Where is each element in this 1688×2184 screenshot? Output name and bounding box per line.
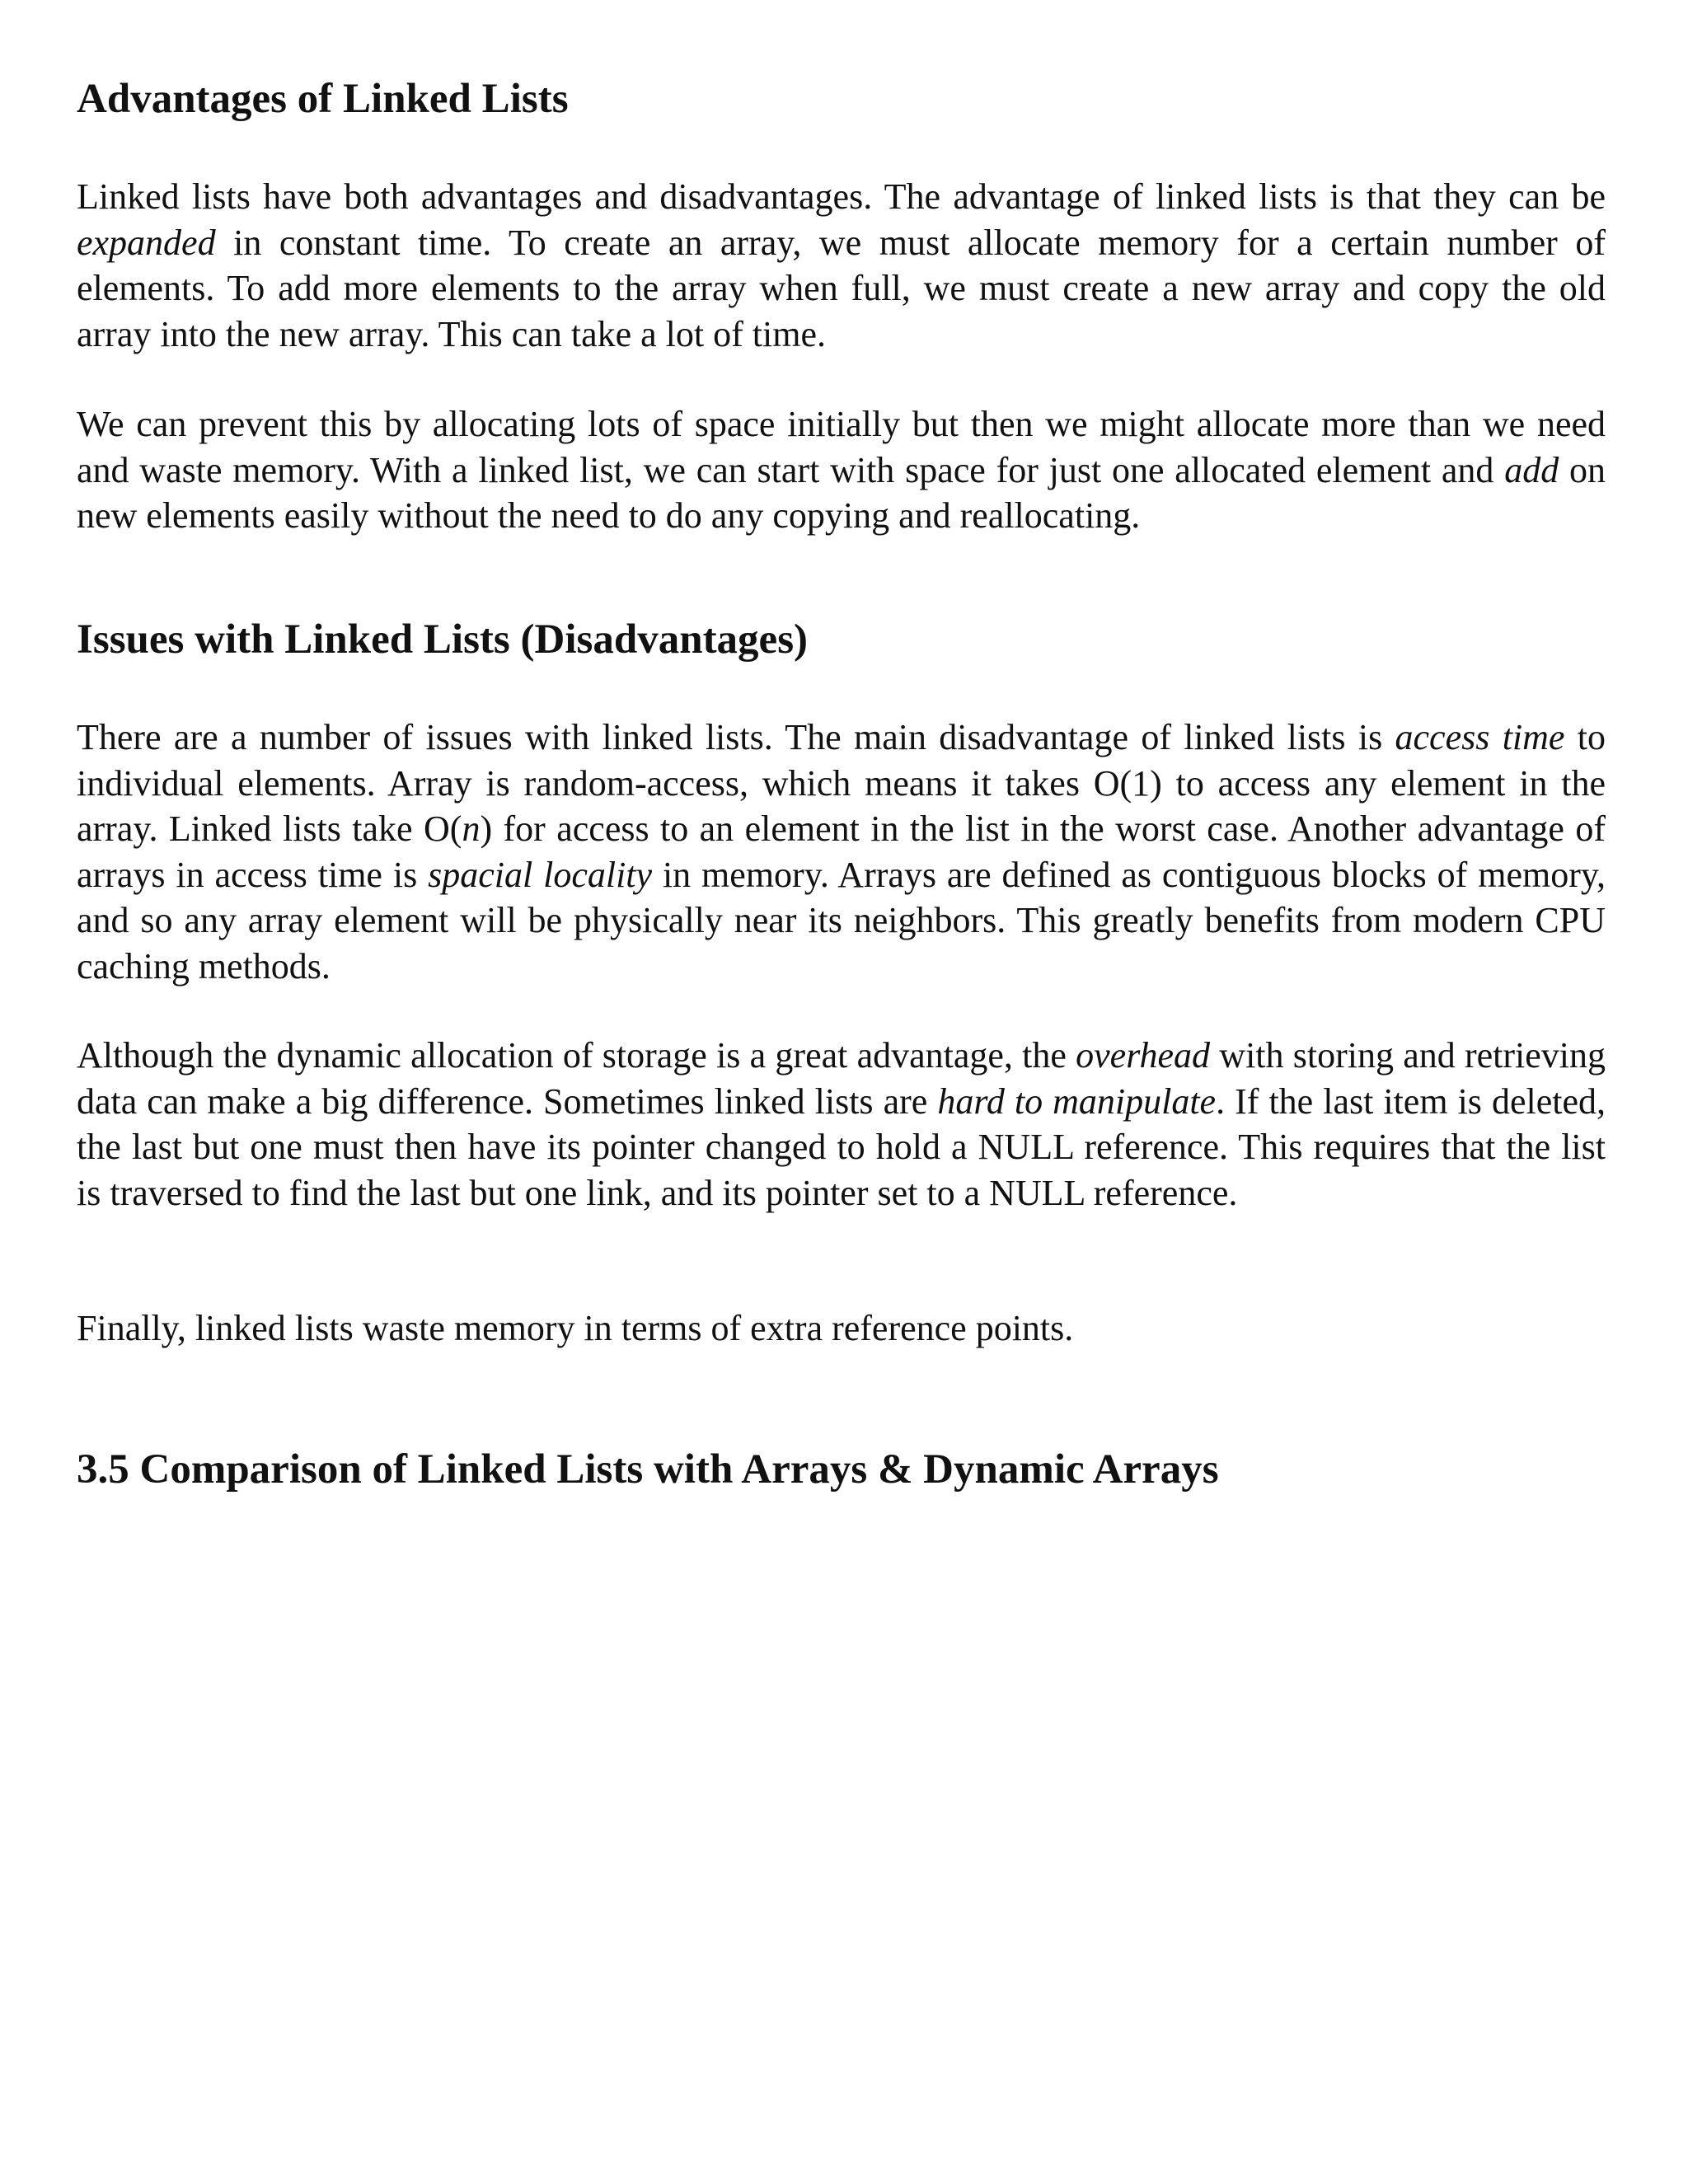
emphasis-overhead: overhead — [1076, 1035, 1211, 1076]
text-run: There are a number of issues with linked lists. The main disadvantage of linked lists is — [77, 717, 1395, 757]
text-run: with storing and retrieving data can make a big difference. Sometimes linked lists are — [77, 1035, 1606, 1122]
text-run: Linked lists have both advantages and disadvantages. The advantage of linked lists is that they can be — [77, 176, 1606, 217]
heading-comparison-section: 3.5 Comparison of Linked Lists with Arrays & Dynamic Arrays — [77, 1446, 1219, 1493]
emphasis-access-time: access time — [1395, 717, 1565, 757]
emphasis-n: n — [462, 808, 481, 849]
heading-advantages-of-linked-lists: Advantages of Linked Lists — [77, 76, 569, 122]
text-run: in memory. Arrays are defined as contiguous blocks of memory, and so any array element will be physically near its neighbors. This greatly benefits from modern CPU caching methods. — [77, 854, 1606, 987]
heading-issues-with-linked-lists: Issues with Linked Lists (Disadvantages) — [77, 616, 809, 663]
paragraph-issues-2 — [77, 1033, 1606, 1216]
text-run: . If the last item is deleted, the last but one must then have its pointer changed to hold a NULL reference. This requires that the list is traversed to find the last but one link, and its pointer set to a NULL reference. — [77, 1080, 1606, 1213]
paragraph-advantages-2 — [77, 401, 1606, 539]
paragraph-issues-3 — [77, 1305, 1606, 1352]
emphasis-spacial-locality: spacial locality — [428, 854, 653, 895]
text-run: in constant time. To create an array, we must allocate memory for a certain number of elements. To add more elements to the array when full, we must create a new array and copy the old array into the new array. This can take a lot of time. — [77, 222, 1606, 354]
text-run: on new elements easily without the need to do any copying and reallocating. — [77, 449, 1606, 536]
emphasis-add: add — [1504, 449, 1559, 490]
emphasis-hard-to-manipulate: hard to manipulate — [937, 1080, 1217, 1122]
text-run: ) for access to an element in the list in the worst case. Another advantage of arrays in access time is — [77, 808, 1606, 895]
paragraph-issues-1 — [77, 715, 1606, 989]
emphasis-expanded: expanded — [77, 222, 216, 263]
paragraph-advantages-1 — [77, 174, 1606, 357]
text-run: Although the dynamic allocation of storage is a great advantage, the — [77, 1035, 1076, 1076]
text-run: We can prevent this by allocating lots of space initially but then we might allocate more than we need and waste memory. With a linked list, we can start with space for just one allocated element and — [77, 404, 1606, 490]
text-run: Finally, linked lists waste memory in terms of extra reference points. — [77, 1308, 1074, 1348]
text-run: to individual elements. Array is random-access, which means it takes O(1) to access any element in the array. Linked lists take O( — [77, 717, 1606, 849]
